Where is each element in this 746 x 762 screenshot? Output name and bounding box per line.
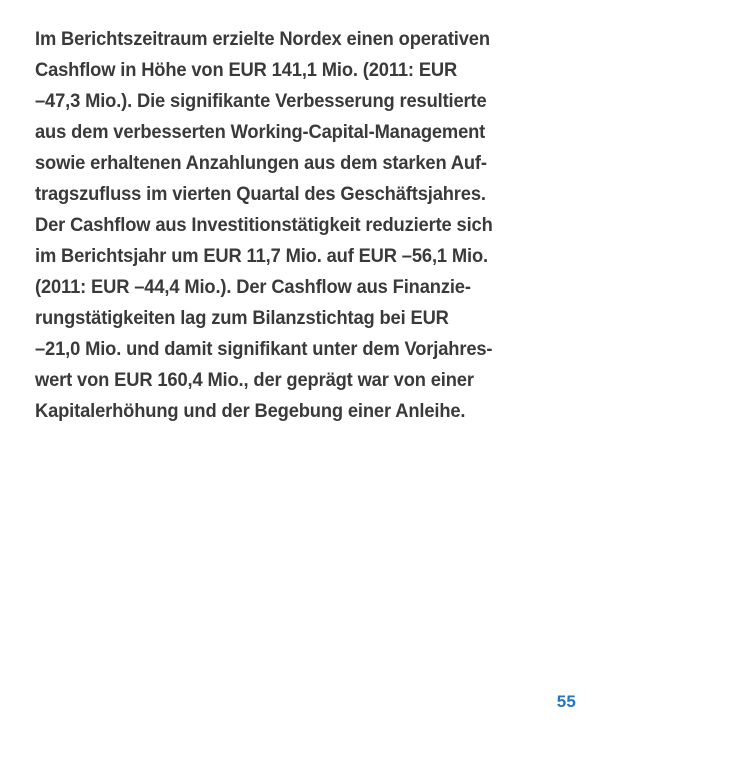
text-line: Im Berichtszeitraum erzielte Nordex einen operativen	[35, 29, 490, 50]
text-line: sowie erhaltenen Anzahlungen aus dem starken Auf-	[35, 153, 487, 174]
text-line: –21,0 Mio. und damit signifikant unter dem Vorjahres-	[35, 339, 493, 360]
text-line: Kapitalerhöhung und der Begebung einer Anleihe.	[35, 401, 466, 422]
text-line: (2011: EUR –44,4 Mio.). Der Cashflow aus Finanzie-	[35, 277, 471, 298]
text-line: im Berichtsjahr um EUR 11,7 Mio. auf EUR –56,1 Mio.	[35, 246, 488, 267]
text-line: –47,3 Mio.). Die signifikante Verbesserung resultierte	[35, 91, 487, 112]
cashflow-paragraph	[35, 24, 605, 427]
text-line: Der Cashflow aus Investitionstätigkeit reduzierte sich	[35, 215, 493, 236]
text-line: Cashflow in Höhe von EUR 141,1 Mio. (2011: EUR	[35, 60, 458, 81]
text-line: aus dem verbesserten Working-Capital-Management	[35, 122, 486, 143]
page-number: 55	[556, 692, 576, 711]
text-line: rungstätigkeiten lag zum Bilanzstichtag bei EUR	[35, 308, 449, 329]
body-text-column	[35, 24, 605, 427]
text-line: tragszufluss im vierten Quartal des Geschäftsjahres.	[35, 184, 486, 205]
text-line: wert von EUR 160,4 Mio., der geprägt war von einer	[35, 370, 474, 391]
